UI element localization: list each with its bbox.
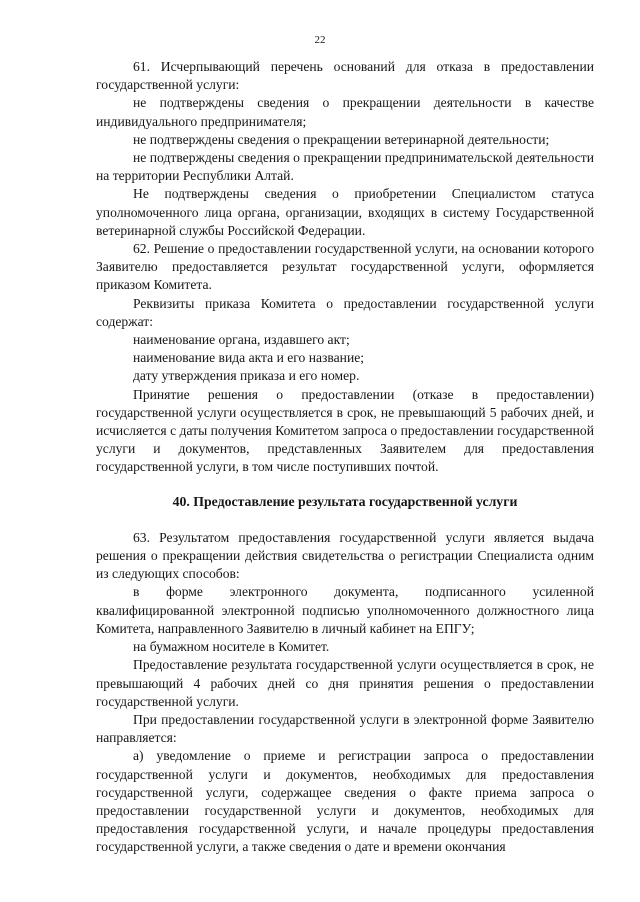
paragraph-61: 61. Исчерпывающий перечень оснований для отказа в предоставлении государственной услуги:: [96, 59, 594, 93]
refusal-reason-3: не подтверждены сведения о прекращении предпринимательской деятельности на территории Республики Алтай.: [96, 150, 594, 184]
refusal-reason-4: Не подтверждены сведения о приобретении Специалистом статуса уполномоченного лица органа, организации, входящих в систему Государственной ветеринарной службы Российской Федерации.: [96, 186, 594, 238]
document-body: [96, 58, 594, 857]
refusal-reason-2: не подтверждены сведения о прекращении ветеринарной деятельности;: [133, 131, 550, 147]
delivery-method-2: на бумажном носителе в Комитет.: [133, 639, 330, 655]
paragraph-63: 63. Результатом предоставления государственной услуги является выдача решения о прекращении действия свидетельства о регистрации Специалиста одним из следующих способов:: [96, 529, 594, 582]
decision-deadline-paragraph: Принятие решения о предоставлении (отказе в предоставлении) государственной услуги осуществляется в срок, не превышающий 5 рабочих дней, и исчисляется с даты получения Комитетом запроса о предоставлении государственной услуги и документов, представленных Заявителем для предоставления государственной услуги, в том числе поступивших почтой.: [96, 386, 594, 475]
result-deadline-paragraph: Предоставление результата государственной услуги осуществляется в срок, не превышающий 4 рабочих дней со дня принятия решения о предоставлении государственной услуги.: [96, 657, 594, 709]
refusal-reason-1: не подтверждены сведения о прекращении деятельности в качестве индивидуального предпринимателя;: [96, 95, 594, 129]
section-heading: 40. Предоставление результата государственной услуги: [172, 493, 518, 509]
order-requisites-intro: Реквизиты приказа Комитета о предоставлении государственной услуги содержат:: [96, 295, 594, 329]
electronic-form-intro: При предоставлении государственной услуги в электронной форме Заявителю направляется:: [96, 711, 594, 746]
delivery-method-1: в форме электронного документа, подписанного усиленной квалифицированной электронной подписью уполномоченного должностного лица Комитета, направленного Заявителю в личный кабинет на ЕПГУ;: [96, 584, 594, 636]
order-requisite-2: наименование вида акта и его название;: [133, 350, 365, 366]
paragraph-62: 62. Решение о предоставлении государственной услуги, на основании которого Заявителю предоставляется результат государственной услуги, оформляется приказом Комитета.: [96, 241, 594, 293]
electronic-notification-a: а) уведомление о приеме и регистрации запроса о предоставлении государственной услуги и документов, необходимых для предоставления государственной услуги, содержащее сведения о факте приема запроса о предоставлении государственной услуги и документов, необходимых для предоставления государственной услуги, и начале процедуры предоставления государственной услуги, а также сведения о дате и времени окончания: [96, 748, 594, 855]
order-requisite-1: наименование органа, издавшего акт;: [133, 332, 350, 348]
page-number: 22: [314, 34, 326, 46]
order-requisite-3: дату утверждения приказа и его номер.: [133, 368, 360, 384]
